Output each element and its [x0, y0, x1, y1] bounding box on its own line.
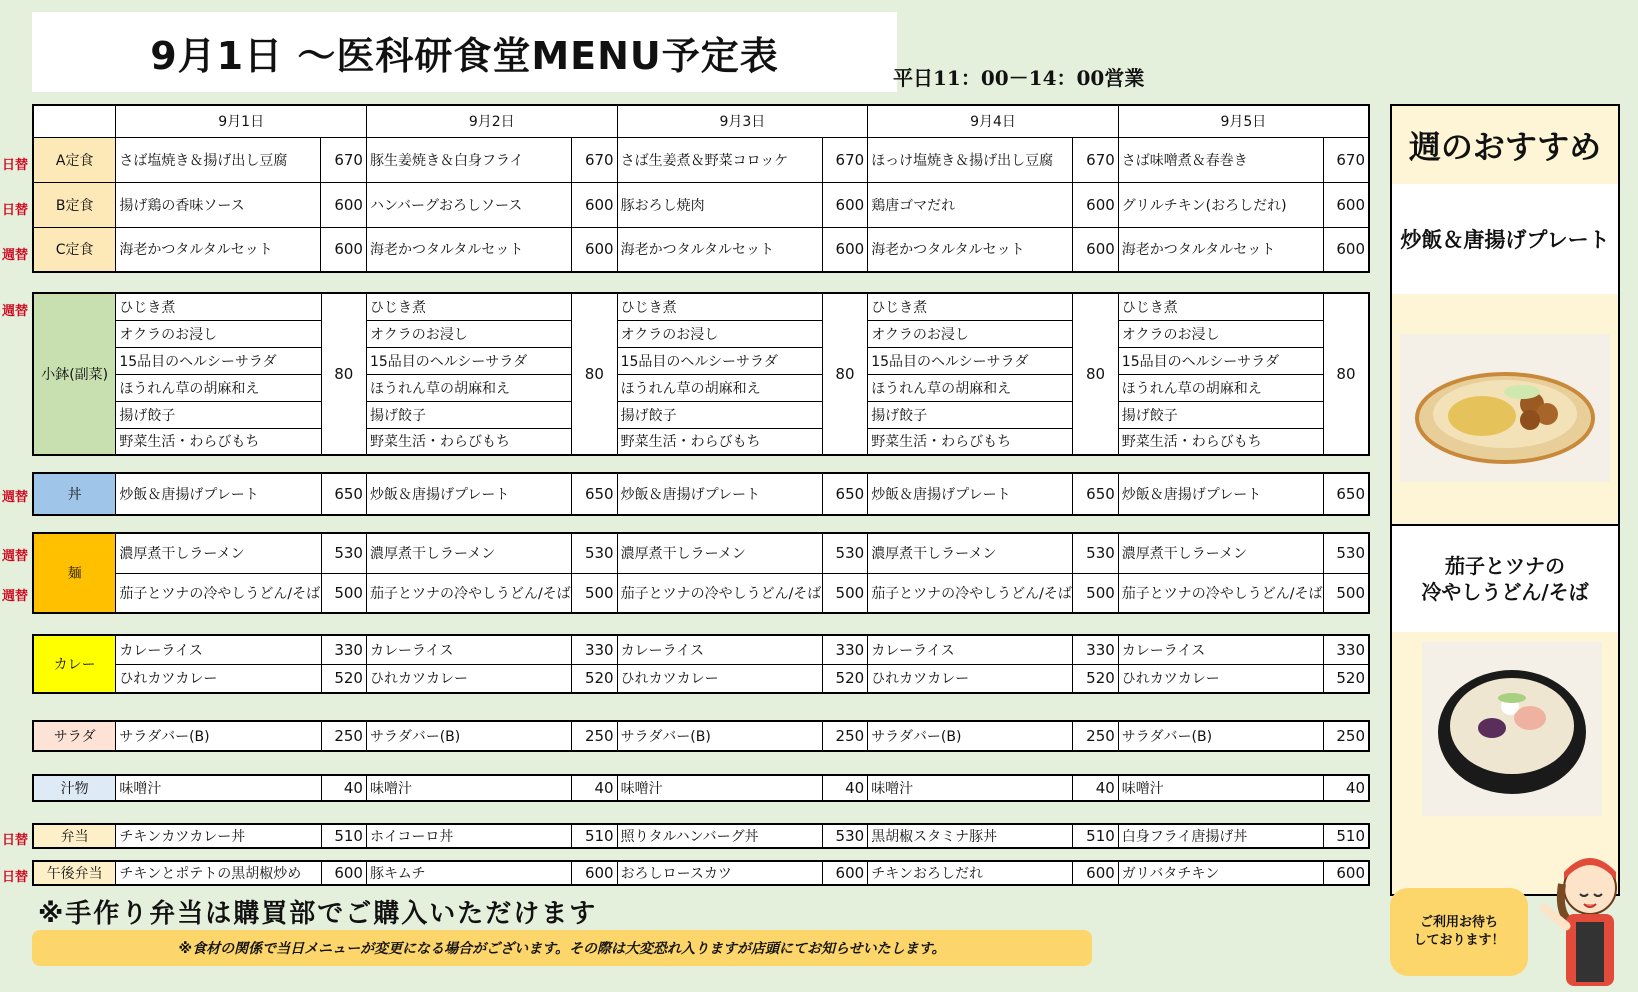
category-label: 弁当: [33, 824, 116, 848]
menu-item: 揚げ鶏の香味ソース: [116, 182, 321, 227]
menu-item: 茄子とツナの冷やしうどん/そば: [116, 573, 321, 613]
menu-item: 炒飯＆唐揚げプレート: [868, 473, 1073, 515]
menu-item: ほうれん草の胡麻和え: [617, 374, 822, 401]
menu-item: 野菜生活・わらびもち: [116, 428, 321, 455]
table-row: [33, 227, 1369, 272]
table-row: [33, 320, 1369, 347]
menu-item: 豚キムチ: [366, 861, 571, 885]
bento-table: [32, 823, 1370, 849]
menu-price: 520: [822, 664, 867, 693]
menu-price: 650: [1073, 473, 1118, 515]
menu-item: ひじき煮: [868, 293, 1073, 320]
menu-price: 520: [1323, 664, 1369, 693]
menu-price: 330: [822, 635, 867, 664]
menu-price: 650: [572, 473, 617, 515]
menu-item: ひじき煮: [1118, 293, 1323, 320]
menu-item: 炒飯＆唐揚げプレート: [1118, 473, 1323, 515]
menu-item: 炒飯＆唐揚げプレート: [116, 473, 321, 515]
pm-bento-table: [32, 860, 1370, 886]
menu-item: カレーライス: [617, 635, 822, 664]
menu-item: おろしロースカツ: [617, 861, 822, 885]
menu-item: オクラのお浸し: [1118, 320, 1323, 347]
menu-item: 照りタルハンバーグ丼: [617, 824, 822, 848]
menu-item: 15品目のヘルシーサラダ: [617, 347, 822, 374]
menu-price: 500: [1073, 573, 1118, 613]
menu-price: 80: [321, 293, 366, 455]
fried-rice-plate-photo: [1392, 294, 1618, 524]
table-row: [33, 664, 1369, 693]
menu-item: 味噌汁: [617, 775, 822, 801]
day-header: 9月2日: [366, 105, 617, 137]
category-label: A定食: [33, 137, 116, 182]
day-header: 9月1日: [116, 105, 367, 137]
menu-item: 揚げ餃子: [1118, 401, 1323, 428]
menu-item: 豚おろし焼肉: [617, 182, 822, 227]
menu-price: 330: [1323, 635, 1369, 664]
menu-item: 炒飯＆唐揚げプレート: [617, 473, 822, 515]
menu-item: 揚げ餃子: [868, 401, 1073, 428]
kobachi-table: [32, 292, 1370, 456]
menu-item: 濃厚煮干しラーメン: [366, 533, 571, 573]
rotation-tag: 日替: [2, 870, 29, 885]
menu-price: 600: [1323, 227, 1369, 272]
menu-price: 600: [822, 861, 867, 885]
menu-price: 600: [1073, 182, 1118, 227]
menu-price: 250: [1323, 721, 1369, 751]
menu-item: 揚げ餃子: [366, 401, 571, 428]
menu-item: 15品目のヘルシーサラダ: [1118, 347, 1323, 374]
menu-item: 海老かつタルタルセット: [1118, 227, 1323, 272]
menu-item: カレーライス: [366, 635, 571, 664]
menu-price: 600: [1323, 861, 1369, 885]
menu-price: 600: [572, 182, 617, 227]
menu-price: 650: [321, 473, 366, 515]
menu-price: 40: [1073, 775, 1118, 801]
menu-item: 野菜生活・わらびもち: [617, 428, 822, 455]
rotation-tag: 日替: [2, 833, 29, 848]
category-label: 午後弁当: [33, 861, 116, 885]
menu-price: 530: [572, 533, 617, 573]
menu-price: 670: [1073, 137, 1118, 182]
menu-item: 味噌汁: [868, 775, 1073, 801]
speech-bubble: [1390, 888, 1528, 976]
menu-price: 600: [572, 227, 617, 272]
table-row: [33, 293, 1369, 320]
menu-price: 600: [321, 182, 366, 227]
menu-item: 濃厚煮干しラーメン: [617, 533, 822, 573]
table-row: [33, 824, 1369, 848]
menu-item: ほうれん草の胡麻和え: [116, 374, 321, 401]
menu-item: 野菜生活・わらびもち: [868, 428, 1073, 455]
menu-price: 530: [1323, 533, 1369, 573]
men-table: [32, 532, 1370, 614]
staff-mascot-icon: [1534, 850, 1634, 988]
menu-item: さば味噌煮＆春巻き: [1118, 137, 1323, 182]
menu-price: 520: [572, 664, 617, 693]
rotation-tag: 週替: [2, 589, 29, 604]
rotation-tag: 週替: [2, 490, 29, 505]
menu-item: 海老かつタルタルセット: [868, 227, 1073, 272]
menu-price: 600: [321, 861, 366, 885]
table-row: [33, 401, 1369, 428]
menu-price: 80: [1073, 293, 1118, 455]
handmade-bento-note: ※手作り弁当は購買部でご購入いただけます: [38, 899, 598, 929]
recommendation-item-1: 炒飯＆唐揚げプレート: [1392, 184, 1618, 294]
menu-price: 40: [321, 775, 366, 801]
category-label: C定食: [33, 227, 116, 272]
table-row: [33, 428, 1369, 455]
menu-price: 510: [1323, 824, 1369, 848]
menu-item: カレーライス: [116, 635, 321, 664]
menu-item: 味噌汁: [366, 775, 571, 801]
business-hours: 平日11：00－14：00営業: [893, 66, 1145, 90]
curry-table: [32, 634, 1370, 694]
menu-price: 80: [1323, 293, 1369, 455]
menu-price: 650: [822, 473, 867, 515]
menu-item: 茄子とツナの冷やしうどん/そば: [366, 573, 571, 613]
page-title: 9月1日 ～医科研食堂MENU予定表: [32, 12, 897, 92]
bubble-line-2: しております！: [1413, 933, 1505, 948]
menu-price: 40: [822, 775, 867, 801]
menu-item: グリルチキン(おろしだれ): [1118, 182, 1323, 227]
menu-item: ハンバーグおろしソース: [366, 182, 571, 227]
table-row: [33, 573, 1369, 613]
menu-item: サラダバー(B): [116, 721, 321, 751]
menu-item: サラダバー(B): [1118, 721, 1323, 751]
menu-price: 510: [572, 824, 617, 848]
menu-item: 揚げ餃子: [116, 401, 321, 428]
recommendation-item-2-line1: 茄子とツナの: [1445, 554, 1565, 578]
weekly-recommendation-panel: [1390, 104, 1620, 896]
rotation-tag: 日替: [2, 203, 29, 218]
menu-price: 670: [1323, 137, 1369, 182]
menu-price: 670: [822, 137, 867, 182]
menu-price: 600: [1323, 182, 1369, 227]
rotation-tag: 週替: [2, 248, 29, 263]
menu-item: オクラのお浸し: [868, 320, 1073, 347]
menu-item: さば塩焼き＆揚げ出し豆腐: [116, 137, 321, 182]
table-row: [33, 861, 1369, 885]
menu-item: 鶏唐ゴマだれ: [868, 182, 1073, 227]
menu-item: サラダバー(B): [366, 721, 571, 751]
day-header: 9月3日: [617, 105, 868, 137]
day-header-row: [33, 105, 1369, 137]
menu-item: さば生姜煮＆野菜コロッケ: [617, 137, 822, 182]
menu-item: 海老かつタルタルセット: [366, 227, 571, 272]
menu-item: サラダバー(B): [617, 721, 822, 751]
menu-price: 40: [572, 775, 617, 801]
menu-item: ほうれん草の胡麻和え: [1118, 374, 1323, 401]
menu-item: ひれカツカレー: [366, 664, 571, 693]
menu-item: 茄子とツナの冷やしうどん/そば: [1118, 573, 1323, 613]
rotation-tag: 週替: [2, 549, 29, 564]
menu-item: 味噌汁: [1118, 775, 1323, 801]
menu-price: 520: [321, 664, 366, 693]
category-label: 麺: [33, 533, 116, 613]
menu-price: 250: [321, 721, 366, 751]
menu-item: ほっけ塩焼き＆揚げ出し豆腐: [868, 137, 1073, 182]
salad-table: [32, 720, 1370, 752]
day-header: 9月4日: [868, 105, 1119, 137]
category-label: 丼: [33, 473, 116, 515]
menu-price: 510: [1073, 824, 1118, 848]
photo-area-1: [1392, 294, 1618, 524]
menu-item: 炒飯＆唐揚げプレート: [366, 473, 571, 515]
menu-price: 330: [1073, 635, 1118, 664]
rotation-tag: 週替: [2, 304, 29, 319]
menu-item: カレーライス: [868, 635, 1073, 664]
menu-price: 600: [822, 182, 867, 227]
table-row: [33, 473, 1369, 515]
menu-change-notice: ※食材の関係で当日メニューが変更になる場合がございます。その際は大変恐れ入りますが店頭にてお知らせいたします。: [32, 930, 1092, 966]
menu-price: 500: [321, 573, 366, 613]
day-header: 9月5日: [1118, 105, 1369, 137]
header-corner: [33, 105, 116, 137]
menu-item: ひじき煮: [617, 293, 822, 320]
menu-item: ほうれん草の胡麻和え: [366, 374, 571, 401]
category-label: 小鉢(副菜): [33, 293, 116, 455]
menu-item: ひれカツカレー: [116, 664, 321, 693]
menu-item: 黒胡椒スタミナ豚丼: [868, 824, 1073, 848]
table-row: [33, 635, 1369, 664]
table-row: [33, 721, 1369, 751]
menu-item: オクラのお浸し: [366, 320, 571, 347]
menu-price: 600: [1073, 227, 1118, 272]
menu-item: 海老かつタルタルセット: [116, 227, 321, 272]
soup-table: [32, 774, 1370, 802]
menu-price: 600: [572, 861, 617, 885]
menu-item: 野菜生活・わらびもち: [1118, 428, 1323, 455]
menu-item: 15品目のヘルシーサラダ: [366, 347, 571, 374]
menu-price: 40: [1323, 775, 1369, 801]
menu-item: ガリバタチキン: [1118, 861, 1323, 885]
menu-item: ひれカツカレー: [1118, 664, 1323, 693]
category-label: 汁物: [33, 775, 116, 801]
menu-price: 600: [1073, 861, 1118, 885]
menu-price: 330: [572, 635, 617, 664]
recommendation-item-2-line2: 冷やしうどん/そば: [1421, 580, 1589, 604]
bubble-line-1: ご利用お待ち: [1419, 915, 1498, 930]
table-row: [33, 775, 1369, 801]
menu-price: 80: [572, 293, 617, 455]
menu-price: 600: [822, 227, 867, 272]
menu-price: 650: [1323, 473, 1369, 515]
table-row: [33, 533, 1369, 573]
menu-price: 670: [572, 137, 617, 182]
menu-price: 530: [1073, 533, 1118, 573]
menu-item: 茄子とツナの冷やしうどん/そば: [868, 573, 1073, 613]
menu-item: チキンおろしだれ: [868, 861, 1073, 885]
menu-item: ホイコーロ丼: [366, 824, 571, 848]
menu-item: オクラのお浸し: [617, 320, 822, 347]
don-table: [32, 472, 1370, 516]
menu-item: オクラのお浸し: [116, 320, 321, 347]
menu-item: カレーライス: [1118, 635, 1323, 664]
menu-item: 濃厚煮干しラーメン: [868, 533, 1073, 573]
menu-price: 530: [822, 533, 867, 573]
sets-table: [32, 104, 1370, 273]
menu-item: ほうれん草の胡麻和え: [868, 374, 1073, 401]
recommendation-title: 週のおすすめ: [1392, 106, 1618, 184]
menu-item: ひれカツカレー: [868, 664, 1073, 693]
menu-item: 揚げ餃子: [617, 401, 822, 428]
menu-item: ひれカツカレー: [617, 664, 822, 693]
menu-price: 250: [822, 721, 867, 751]
menu-item: 白身フライ唐揚げ丼: [1118, 824, 1323, 848]
menu-item: 15品目のヘルシーサラダ: [116, 347, 321, 374]
menu-item: チキンカツカレー丼: [116, 824, 321, 848]
menu-price: 330: [321, 635, 366, 664]
category-label: カレー: [33, 635, 116, 693]
menu-item: 濃厚煮干しラーメン: [1118, 533, 1323, 573]
menu-item: 15品目のヘルシーサラダ: [868, 347, 1073, 374]
menu-item: 野菜生活・わらびもち: [366, 428, 571, 455]
menu-item: 海老かつタルタルセット: [617, 227, 822, 272]
menu-price: 510: [321, 824, 366, 848]
menu-price: 530: [321, 533, 366, 573]
menu-item: ひじき煮: [116, 293, 321, 320]
category-label: B定食: [33, 182, 116, 227]
menu-price: 670: [321, 137, 366, 182]
recommendation-item-2: [1392, 526, 1618, 632]
table-row: [33, 347, 1369, 374]
table-row: [33, 374, 1369, 401]
menu-price: 500: [822, 573, 867, 613]
menu-item: 豚生姜焼き＆白身フライ: [366, 137, 571, 182]
menu-item: 濃厚煮干しラーメン: [116, 533, 321, 573]
menu-item: ひじき煮: [366, 293, 571, 320]
menu-price: 250: [1073, 721, 1118, 751]
menu-price: 250: [572, 721, 617, 751]
rotation-tag: 日替: [2, 158, 29, 173]
menu-item: サラダバー(B): [868, 721, 1073, 751]
table-row: [33, 137, 1369, 182]
category-label: サラダ: [33, 721, 116, 751]
menu-item: 茄子とツナの冷やしうどん/そば: [617, 573, 822, 613]
menu-price: 500: [572, 573, 617, 613]
menu-price: 530: [822, 824, 867, 848]
menu-price: 80: [822, 293, 867, 455]
menu-price: 520: [1073, 664, 1118, 693]
table-row: [33, 182, 1369, 227]
menu-price: 600: [321, 227, 366, 272]
menu-item: チキンとポテトの黒胡椒炒め: [116, 861, 321, 885]
menu-price: 500: [1323, 573, 1369, 613]
menu-item: 味噌汁: [116, 775, 321, 801]
